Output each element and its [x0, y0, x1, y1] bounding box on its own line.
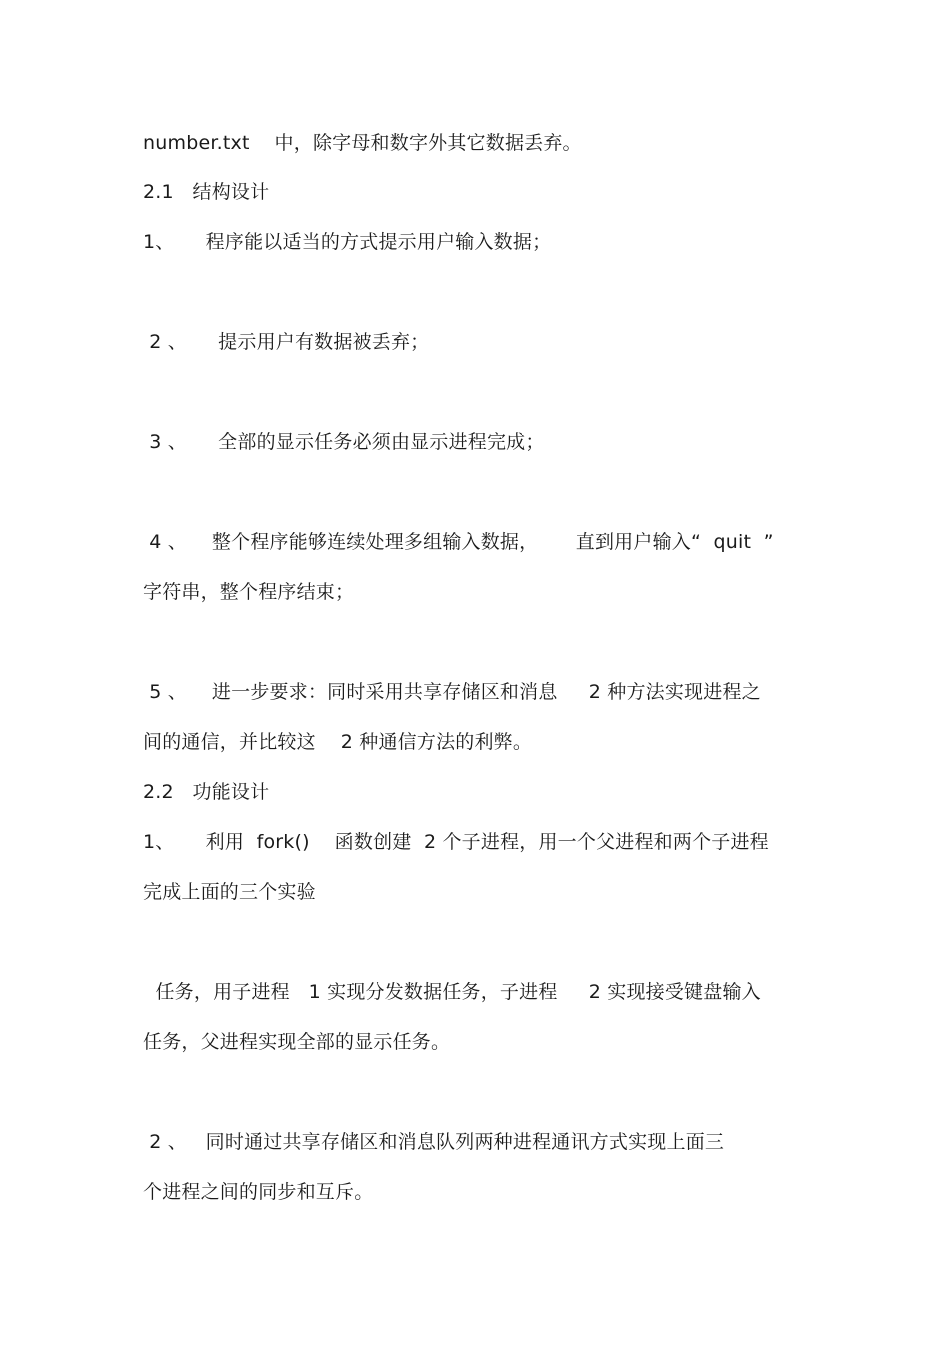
list-item-function-1-tasks-continued: 任务，父进程实现全部的显示任务。	[143, 1031, 451, 1053]
list-item-structure-5: 5 、 进一步要求：同时采用共享存储区和消息 2 种方法实现进程之	[143, 681, 761, 703]
list-item-structure-1: 1、 程序能以适当的方式提示用户输入数据；	[143, 231, 552, 253]
list-item-function-1-continued: 完成上面的三个实验	[143, 881, 316, 903]
list-item-structure-2: 2 、 提示用户有数据被丢弃；	[143, 331, 430, 353]
list-item-structure-4-continued: 字符串，整个程序结束；	[143, 581, 355, 603]
text-line-output-file: number.txt 中，除字母和数字外其它数据丢弃。	[143, 132, 582, 154]
list-item-function-1: 1、 利用 fork() 函数创建 2 个子进程，用一个父进程和两个子进程	[143, 831, 769, 853]
section-heading-function-design: 2.2 功能设计	[143, 781, 270, 803]
list-item-function-1-tasks: 任务，用子进程 1 实现分发数据任务，子进程 2 实现接受键盘输入	[143, 981, 761, 1003]
section-heading-structure-design: 2.1 结构设计	[143, 181, 270, 203]
list-item-structure-3: 3 、 全部的显示任务必须由显示进程完成；	[143, 431, 545, 453]
list-item-function-2-continued: 个进程之间的同步和互斥。	[143, 1181, 374, 1203]
list-item-structure-5-continued: 间的通信，并比较这 2 种通信方法的利弊。	[143, 731, 533, 753]
list-item-structure-4: 4 、 整个程序能够连续处理多组输入数据， 直到用户输入“ quit ”	[143, 531, 774, 553]
list-item-function-2: 2 、 同时通过共享存储区和消息队列两种进程通讯方式实现上面三	[143, 1131, 725, 1153]
